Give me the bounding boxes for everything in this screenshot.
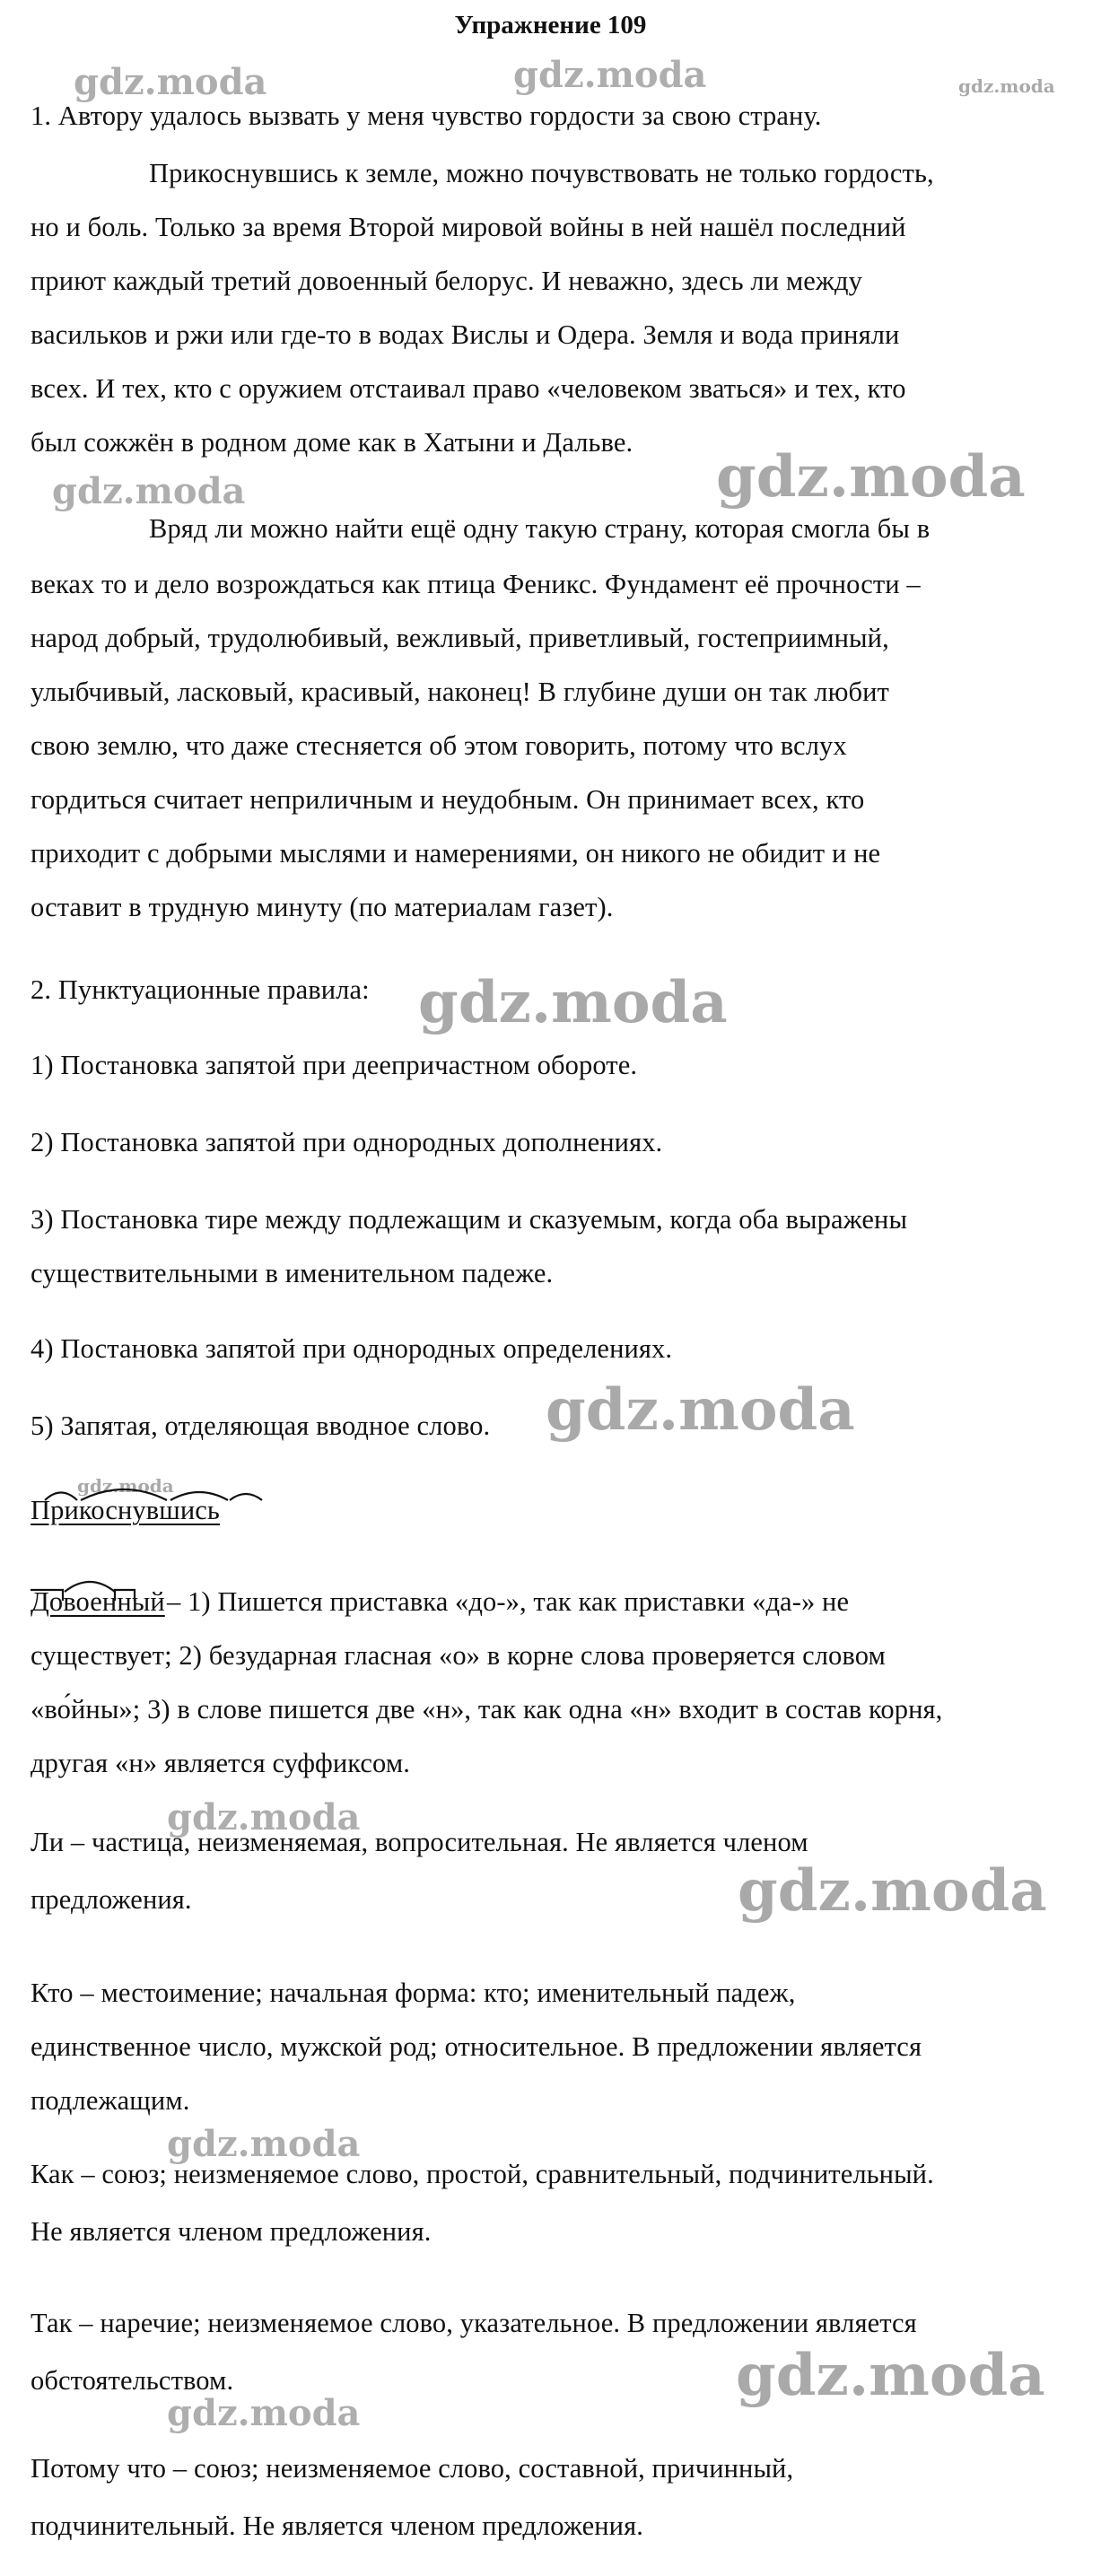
parsing-line: Как – союз; неизменяемое слово, простой, сравнительный, подчинительный. — [31, 2159, 934, 2189]
analysis-line: существует; 2) безударная гласная «о» в корне слова проверяется словом — [31, 1640, 886, 1671]
watermark: gdz.moda — [546, 1376, 855, 1444]
rule-item: 3) Постановка тире между подлежащим и сказуемым, когда оба выражены — [31, 1204, 908, 1235]
task1-line: но и боль. Только за время Второй мировой войны в ней нашёл последний — [31, 212, 906, 242]
task1-line: Вряд ли можно найти ещё одну такую страну, которая смогла бы в — [149, 513, 931, 544]
task1-line: васильков и ржи или где-то в водах Вислы и Одера. Земля и вода приняли — [31, 319, 900, 350]
parsing-line: Кто – местоимение; начальная форма: кто; именительный падеж, — [31, 1978, 796, 2008]
task1-line: приют каждый третий довоенный белорус. И неважно, здесь ли между — [31, 266, 863, 296]
task1-line: улыбчивый, ласковый, красивый, наконец! В глубине души он так любит — [31, 677, 889, 707]
watermark: gdz.moda — [418, 969, 728, 1036]
rule-item: существительными в именительном падеже. — [31, 1258, 554, 1288]
watermark: gdz.moda — [958, 75, 1055, 97]
task2-heading: 2. Пунктуационные правила: — [31, 974, 370, 1005]
parsing-line: обстоятельством. — [31, 2365, 234, 2396]
parsing-line: подлежащим. — [31, 2085, 190, 2116]
analysis-word: Довоенный — [31, 1586, 165, 1617]
watermark: gdz.moda — [738, 1857, 1047, 1925]
suffix-arc — [230, 1494, 262, 1500]
task1-line: оставит в трудную минуту (по материалам газет). — [31, 892, 614, 922]
rule-item: 2) Постановка запятой при однородных дополнениях. — [31, 1127, 663, 1157]
watermark: gdz.moda — [167, 2123, 361, 2165]
analysis-line: другая «н» является суффиксом. — [31, 1748, 410, 1778]
prefix-mark — [31, 1590, 63, 1601]
task1-line: народ добрый, трудолюбивый, вежливый, приветливый, гостеприимный, — [31, 623, 889, 653]
watermark: gdz.moda — [167, 2392, 361, 2434]
exercise-title: Упражнение 109 — [454, 11, 647, 39]
watermark: gdz.moda — [167, 1796, 361, 1838]
task1-line: всех. И тех, кто с оружием отстаивал право «человеком зваться» и тех, кто — [31, 373, 906, 404]
parsing-line: Так – наречие; неизменяемое слово, указательное. В предложении является — [31, 2308, 917, 2338]
watermark: gdz.moda — [513, 54, 707, 96]
task1-line: гордиться считает неприличным и неудобным. Он принимает всех, кто — [31, 784, 865, 815]
analysis-line: – 1) Пишется приставка «до-», так как приставки «да-» не — [167, 1586, 850, 1617]
watermark: gdz.moda — [736, 2342, 1045, 2409]
watermark: gdz.moda — [74, 61, 267, 103]
parsing-line: Не является членом предложения. — [31, 2216, 432, 2247]
task1-line: приходит с добрыми мыслями и намерениями, он никого не обидит и не — [31, 838, 881, 869]
rule-item: 5) Запятая, отделяющая вводное слово. — [31, 1410, 491, 1441]
parsing-line: единственное число, мужской род; относительное. В предложении является — [31, 2031, 922, 2062]
task1-line: свою землю, что даже стесняется об этом говорить, потому что вслух — [31, 730, 847, 761]
parsing-line: предложения. — [31, 1884, 192, 1915]
parsing-line: подчинительный. Не является членом предложения. — [31, 2511, 643, 2541]
rule-item: 1) Постановка запятой при деепричастном обороте. — [31, 1050, 638, 1080]
task1-line: веках то и дело возрождаться как птица Феникс. Фундамент её прочности – — [31, 569, 921, 599]
root-arc — [81, 1489, 167, 1500]
task1-line: Прикоснувшись к земле, можно почувствовать не только гордость, — [149, 158, 934, 188]
parsing-line: Потому что – союз; неизменяемое слово, составной, причинный, — [31, 2453, 794, 2484]
suffix-arc — [170, 1492, 228, 1500]
parsing-line: Ли – частица, неизменяемая, вопросительная. Не является членом — [31, 1827, 808, 1857]
task1-line: был сожжён в родном доме как в Хатыни и Дальве. — [31, 427, 634, 458]
rule-item: 4) Постановка запятой при однородных определениях. — [31, 1333, 673, 1364]
watermark: gdz.moda — [52, 470, 246, 512]
root-arc — [65, 1582, 115, 1592]
task1-line: 1. Автору удалось вызвать у меня чувство гордости за свою страну. — [31, 100, 822, 131]
analysis-line: «во́йны»; 3) в слове пишется две «н», так как одна «н» входит в состав корня, — [31, 1694, 943, 1725]
suffix-box — [115, 1590, 135, 1601]
watermark: gdz.moda — [716, 443, 1026, 511]
prefix-mark — [45, 1493, 77, 1501]
morpheme-parse-word: Прикоснувшись — [31, 1495, 220, 1525]
watermark: gdz.moda — [77, 1475, 174, 1497]
